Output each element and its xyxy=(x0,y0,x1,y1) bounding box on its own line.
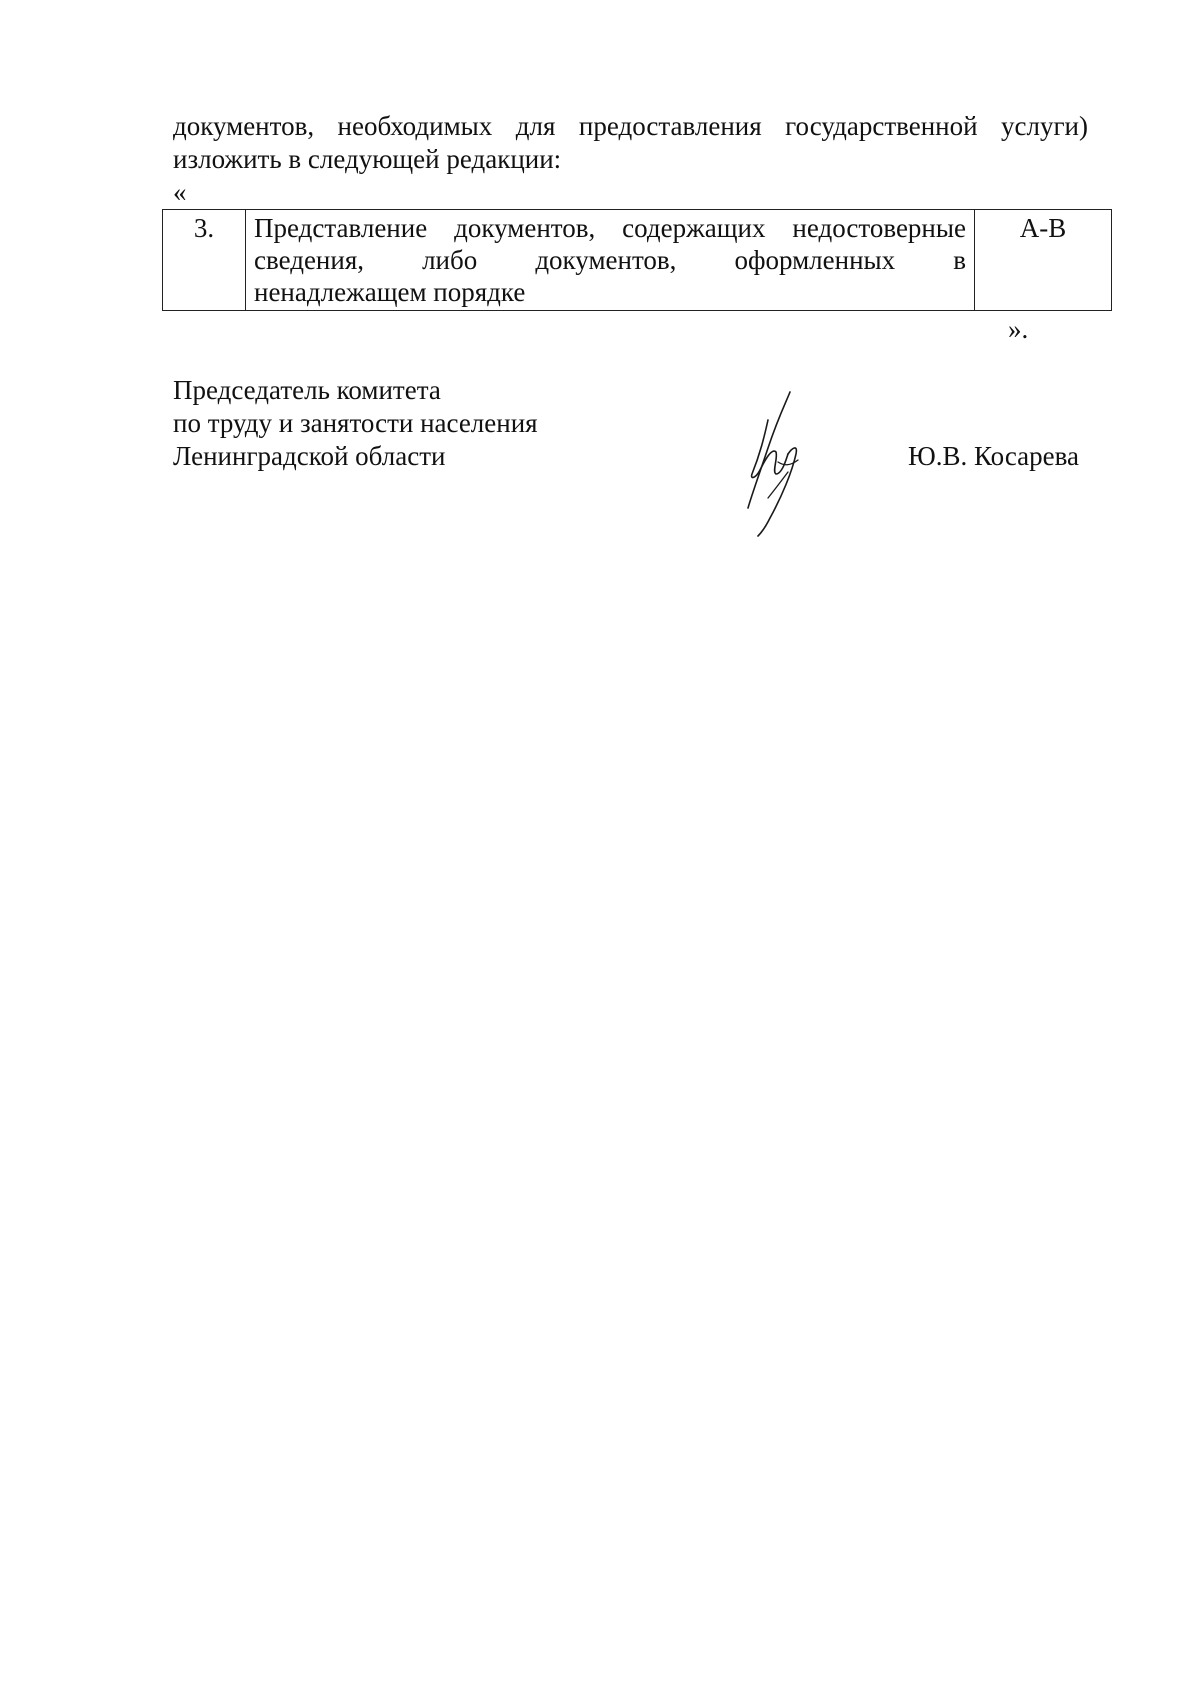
description-line-2: сведения, либо документов, оформленных в xyxy=(254,245,966,275)
signer-position-line-1: Председатель комитета xyxy=(173,375,441,405)
description-line-3: ненадлежащем порядке xyxy=(254,277,526,307)
opening-quote: « xyxy=(173,177,187,207)
description-line-1: Представление документов, содержащих недостоверные xyxy=(254,213,966,243)
intro-line-1: документов, необходимых для предоставления государственной услуги) xyxy=(173,111,1088,141)
row-code-cell: А-В xyxy=(975,210,1112,311)
reasons-table xyxy=(162,209,1112,311)
intro-line-2: изложить в следующей редакции: xyxy=(173,144,562,174)
row-description-cell xyxy=(246,210,975,311)
table-row xyxy=(163,210,1112,311)
intro-paragraph xyxy=(173,110,1088,176)
row-number-cell: 3. xyxy=(163,210,246,311)
signer-position-line-2: по труду и занятости населения xyxy=(173,408,538,438)
signer-position xyxy=(173,374,538,473)
signer-name: Ю.В. Косарева xyxy=(908,441,1080,471)
closing-quote: ». xyxy=(1008,314,1029,344)
signer-position-line-3: Ленинградской области xyxy=(173,441,446,471)
handwritten-signature xyxy=(738,388,808,538)
